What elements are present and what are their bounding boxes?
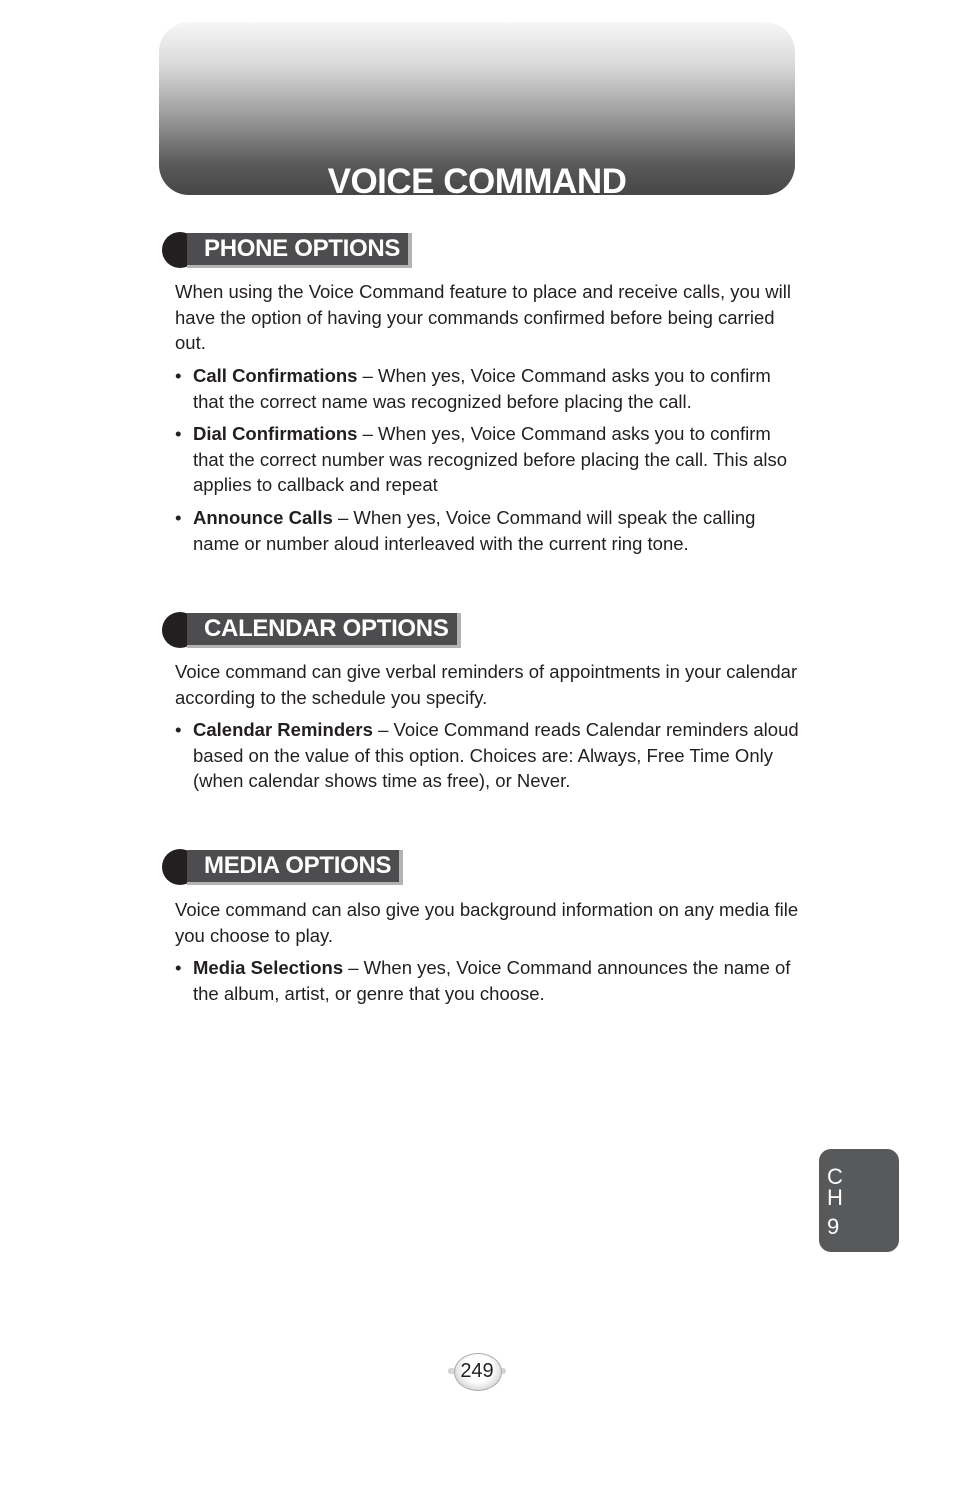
chapter-tab-letter-h: H	[827, 1185, 843, 1210]
list-item: • Call Confirmations – When yes, Voice Command asks you to confirm that the correct name was recognized before placing the call.	[175, 365, 771, 412]
section-heading-label: MEDIA OPTIONS	[187, 850, 403, 885]
list-item-text: – Voice Command reads Calendar reminders aloud based on the value of this option. Choices are: Always, Free Time Only (when calendar shows time as free), or Never.	[193, 719, 799, 791]
list-item: • Dial Confirmations – When yes, Voice Command asks you to confirm that the correct number was recognized before placing the call. This also applies to callback and repeat	[175, 423, 788, 495]
list-item-text: – When yes, Voice Command asks you to confirm that the correct number was recognized before placing the call. This also applies to callback and repeat	[193, 423, 788, 495]
chapter-tab-number: 9	[827, 1214, 840, 1239]
page-number-badge	[448, 1351, 506, 1391]
list-item-text: – When yes, Voice Command will speak the calling name or number aloud interleaved with the current ring tone.	[193, 507, 756, 554]
page-title: VOICE COMMAND	[327, 162, 627, 201]
media-options-intro: Voice command can also give you background information on any media file you choose to play.	[175, 899, 799, 946]
list-item-text: – When yes, Voice Command asks you to confirm that the correct name was recognized before placing the call.	[193, 365, 771, 412]
list-item-text: – When yes, Voice Command announces the name of the album, artist, or genre that you choose.	[193, 957, 791, 1004]
section-heading-label: CALENDAR OPTIONS	[187, 613, 461, 648]
list-item-term: Media Selections	[193, 957, 344, 978]
list-item-term: Call Confirmations	[193, 365, 358, 386]
phone-options-intro: When using the Voice Command feature to place and receive calls, you will have the option of having your commands confirmed before being carried out.	[175, 281, 791, 353]
list-item: • Calendar Reminders – Voice Command reads Calendar reminders aloud based on the value of this option. Choices are: Always, Free Time Only (when calendar shows time as free), or Never.	[175, 719, 799, 791]
list-item-term: Announce Calls	[193, 507, 333, 528]
list-item: • Announce Calls – When yes, Voice Command will speak the calling name or number aloud interleaved with the current ring tone.	[175, 507, 756, 554]
list-item-term: Dial Confirmations	[193, 423, 358, 444]
list-item-term: Calendar Reminders	[193, 719, 373, 740]
calendar-options-intro: Voice command can give verbal reminders of appointments in your calendar according to the schedule you specify.	[175, 661, 798, 708]
list-item: • Media Selections – When yes, Voice Command announces the name of the album, artist, or genre that you choose.	[175, 957, 791, 1004]
page-header-banner	[159, 22, 795, 201]
section-heading-label: PHONE OPTIONS	[187, 233, 412, 268]
page-number: 249	[460, 1360, 494, 1382]
chapter-tab	[819, 1149, 899, 1252]
chapter-tab-letter-c: C	[827, 1164, 843, 1189]
